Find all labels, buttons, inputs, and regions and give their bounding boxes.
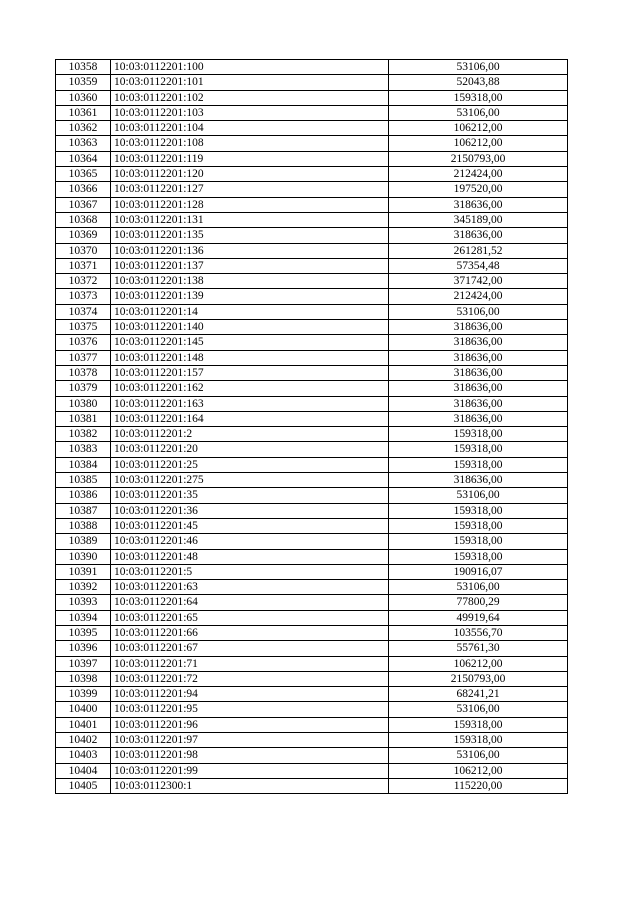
- cadastral-number-cell: 10:03:0112201:99: [111, 763, 389, 778]
- amount-cell: 115220,00: [389, 778, 568, 793]
- table-row: [56, 778, 568, 793]
- row-number-cell: 10370: [56, 243, 111, 258]
- amount-cell: 57354,48: [389, 258, 568, 273]
- row-number-cell: 10388: [56, 518, 111, 533]
- amount-cell: 212424,00: [389, 289, 568, 304]
- row-number-cell: 10405: [56, 778, 111, 793]
- amount-cell: 159318,00: [389, 442, 568, 457]
- table-row: [56, 75, 568, 90]
- row-number-cell: 10375: [56, 320, 111, 335]
- row-number-cell: 10397: [56, 656, 111, 671]
- amount-cell: 53106,00: [389, 304, 568, 319]
- amount-cell: 318636,00: [389, 396, 568, 411]
- cadastral-number-cell: 10:03:0112201:138: [111, 274, 389, 289]
- cadastral-number-cell: 10:03:0112201:14: [111, 304, 389, 319]
- row-number-cell: 10377: [56, 350, 111, 365]
- amount-cell: 106212,00: [389, 763, 568, 778]
- row-number-cell: 10376: [56, 335, 111, 350]
- row-number-cell: 10371: [56, 258, 111, 273]
- table-row: [56, 105, 568, 120]
- cadastral-number-cell: 10:03:0112201:36: [111, 503, 389, 518]
- cadastral-number-cell: 10:03:0112201:137: [111, 258, 389, 273]
- row-number-cell: 10396: [56, 641, 111, 656]
- cadastral-number-cell: 10:03:0112201:63: [111, 580, 389, 595]
- amount-cell: 106212,00: [389, 656, 568, 671]
- table-row: [56, 90, 568, 105]
- amount-cell: 318636,00: [389, 350, 568, 365]
- cadastral-number-cell: 10:03:0112201:2: [111, 427, 389, 442]
- table-row: [56, 748, 568, 763]
- cadastral-number-cell: 10:03:0112201:72: [111, 671, 389, 686]
- row-number-cell: 10393: [56, 595, 111, 610]
- row-number-cell: 10374: [56, 304, 111, 319]
- amount-cell: 261281,52: [389, 243, 568, 258]
- row-number-cell: 10389: [56, 534, 111, 549]
- cadastral-number-cell: 10:03:0112201:140: [111, 320, 389, 335]
- table-row: [56, 136, 568, 151]
- row-number-cell: 10361: [56, 105, 111, 120]
- table-row: [56, 258, 568, 273]
- cadastral-number-cell: 10:03:0112201:25: [111, 457, 389, 472]
- cadastral-number-cell: 10:03:0112201:128: [111, 197, 389, 212]
- table-row: [56, 457, 568, 472]
- cadastral-number-cell: 10:03:0112201:102: [111, 90, 389, 105]
- cadastral-number-cell: 10:03:0112201:131: [111, 212, 389, 227]
- table-row: [56, 610, 568, 625]
- row-number-cell: 10359: [56, 75, 111, 90]
- amount-cell: 318636,00: [389, 197, 568, 212]
- amount-cell: 318636,00: [389, 335, 568, 350]
- cadastral-number-cell: 10:03:0112201:136: [111, 243, 389, 258]
- table-row: [56, 717, 568, 732]
- table-row: [56, 518, 568, 533]
- cadastral-number-cell: 10:03:0112201:162: [111, 381, 389, 396]
- row-number-cell: 10401: [56, 717, 111, 732]
- row-number-cell: 10404: [56, 763, 111, 778]
- cadastral-number-cell: 10:03:0112201:275: [111, 473, 389, 488]
- row-number-cell: 10385: [56, 473, 111, 488]
- row-number-cell: 10360: [56, 90, 111, 105]
- cadastral-number-cell: 10:03:0112201:139: [111, 289, 389, 304]
- amount-cell: 159318,00: [389, 427, 568, 442]
- table-row: [56, 595, 568, 610]
- table-row: [56, 396, 568, 411]
- table-row: [56, 564, 568, 579]
- cadastral-number-cell: 10:03:0112201:35: [111, 488, 389, 503]
- cadastral-number-cell: 10:03:0112201:48: [111, 549, 389, 564]
- table-row: [56, 687, 568, 702]
- cadastral-number-cell: 10:03:0112201:95: [111, 702, 389, 717]
- row-number-cell: 10381: [56, 411, 111, 426]
- cadastral-number-cell: 10:03:0112201:145: [111, 335, 389, 350]
- table-row: [56, 243, 568, 258]
- row-number-cell: 10365: [56, 167, 111, 182]
- row-number-cell: 10369: [56, 228, 111, 243]
- table-row: [56, 427, 568, 442]
- cadastral-number-cell: 10:03:0112201:64: [111, 595, 389, 610]
- cadastral-number-cell: 10:03:0112201:97: [111, 733, 389, 748]
- row-number-cell: 10398: [56, 671, 111, 686]
- cadastral-number-cell: 10:03:0112201:108: [111, 136, 389, 151]
- amount-cell: 197520,00: [389, 182, 568, 197]
- table-row: [56, 488, 568, 503]
- table-row: [56, 702, 568, 717]
- cadastral-number-cell: 10:03:0112201:148: [111, 350, 389, 365]
- row-number-cell: 10364: [56, 151, 111, 166]
- amount-cell: 53106,00: [389, 748, 568, 763]
- cadastral-number-cell: 10:03:0112201:94: [111, 687, 389, 702]
- amount-cell: 371742,00: [389, 274, 568, 289]
- amount-cell: 2150793,00: [389, 151, 568, 166]
- table-row: [56, 197, 568, 212]
- table-row: [56, 320, 568, 335]
- amount-cell: 55761,30: [389, 641, 568, 656]
- row-number-cell: 10403: [56, 748, 111, 763]
- table-row: [56, 335, 568, 350]
- amount-cell: 159318,00: [389, 457, 568, 472]
- amount-cell: 345189,00: [389, 212, 568, 227]
- amount-cell: 190916,07: [389, 564, 568, 579]
- parcel-table-body: [56, 60, 568, 794]
- table-row: [56, 671, 568, 686]
- cadastral-number-cell: 10:03:0112201:135: [111, 228, 389, 243]
- row-number-cell: 10392: [56, 580, 111, 595]
- amount-cell: 318636,00: [389, 228, 568, 243]
- amount-cell: 159318,00: [389, 534, 568, 549]
- cadastral-number-cell: 10:03:0112201:120: [111, 167, 389, 182]
- amount-cell: 53106,00: [389, 580, 568, 595]
- cadastral-number-cell: 10:03:0112201:103: [111, 105, 389, 120]
- row-number-cell: 10380: [56, 396, 111, 411]
- table-row: [56, 289, 568, 304]
- table-row: [56, 503, 568, 518]
- table-row: [56, 580, 568, 595]
- table-row: [56, 167, 568, 182]
- amount-cell: 106212,00: [389, 136, 568, 151]
- cadastral-number-cell: 10:03:0112201:100: [111, 60, 389, 75]
- amount-cell: 106212,00: [389, 121, 568, 136]
- amount-cell: 159318,00: [389, 549, 568, 564]
- amount-cell: 318636,00: [389, 473, 568, 488]
- cadastral-number-cell: 10:03:0112201:71: [111, 656, 389, 671]
- table-row: [56, 350, 568, 365]
- cadastral-number-cell: 10:03:0112300:1: [111, 778, 389, 793]
- row-number-cell: 10402: [56, 733, 111, 748]
- amount-cell: 318636,00: [389, 365, 568, 380]
- row-number-cell: 10395: [56, 625, 111, 640]
- table-row: [56, 442, 568, 457]
- table-row: [56, 182, 568, 197]
- table-row: [56, 733, 568, 748]
- cadastral-number-cell: 10:03:0112201:96: [111, 717, 389, 732]
- cadastral-number-cell: 10:03:0112201:119: [111, 151, 389, 166]
- cadastral-number-cell: 10:03:0112201:127: [111, 182, 389, 197]
- table-row: [56, 121, 568, 136]
- cadastral-number-cell: 10:03:0112201:157: [111, 365, 389, 380]
- row-number-cell: 10382: [56, 427, 111, 442]
- row-number-cell: 10386: [56, 488, 111, 503]
- table-row: [56, 151, 568, 166]
- amount-cell: 212424,00: [389, 167, 568, 182]
- row-number-cell: 10372: [56, 274, 111, 289]
- cadastral-number-cell: 10:03:0112201:5: [111, 564, 389, 579]
- cadastral-number-cell: 10:03:0112201:163: [111, 396, 389, 411]
- row-number-cell: 10363: [56, 136, 111, 151]
- row-number-cell: 10384: [56, 457, 111, 472]
- amount-cell: 52043,88: [389, 75, 568, 90]
- amount-cell: 318636,00: [389, 411, 568, 426]
- amount-cell: 53106,00: [389, 105, 568, 120]
- row-number-cell: 10358: [56, 60, 111, 75]
- amount-cell: 53106,00: [389, 702, 568, 717]
- amount-cell: 159318,00: [389, 90, 568, 105]
- amount-cell: 53106,00: [389, 488, 568, 503]
- table-row: [56, 411, 568, 426]
- table-row: [56, 473, 568, 488]
- amount-cell: 159318,00: [389, 503, 568, 518]
- row-number-cell: 10394: [56, 610, 111, 625]
- amount-cell: 318636,00: [389, 320, 568, 335]
- amount-cell: 2150793,00: [389, 671, 568, 686]
- amount-cell: 159318,00: [389, 717, 568, 732]
- cadastral-number-cell: 10:03:0112201:104: [111, 121, 389, 136]
- amount-cell: 49919,64: [389, 610, 568, 625]
- amount-cell: 159318,00: [389, 518, 568, 533]
- row-number-cell: 10367: [56, 197, 111, 212]
- row-number-cell: 10390: [56, 549, 111, 564]
- row-number-cell: 10362: [56, 121, 111, 136]
- row-number-cell: 10368: [56, 212, 111, 227]
- table-row: [56, 274, 568, 289]
- cadastral-number-cell: 10:03:0112201:46: [111, 534, 389, 549]
- cadastral-number-cell: 10:03:0112201:101: [111, 75, 389, 90]
- amount-cell: 77800,29: [389, 595, 568, 610]
- table-row: [56, 228, 568, 243]
- row-number-cell: 10391: [56, 564, 111, 579]
- cadastral-number-cell: 10:03:0112201:65: [111, 610, 389, 625]
- table-row: [56, 304, 568, 319]
- cadastral-number-cell: 10:03:0112201:164: [111, 411, 389, 426]
- amount-cell: 318636,00: [389, 381, 568, 396]
- row-number-cell: 10400: [56, 702, 111, 717]
- amount-cell: 53106,00: [389, 60, 568, 75]
- parcel-table: [55, 59, 568, 794]
- table-row: [56, 381, 568, 396]
- cadastral-number-cell: 10:03:0112201:66: [111, 625, 389, 640]
- row-number-cell: 10366: [56, 182, 111, 197]
- table-row: [56, 641, 568, 656]
- table-row: [56, 763, 568, 778]
- row-number-cell: 10373: [56, 289, 111, 304]
- cadastral-number-cell: 10:03:0112201:45: [111, 518, 389, 533]
- row-number-cell: 10379: [56, 381, 111, 396]
- cadastral-number-cell: 10:03:0112201:98: [111, 748, 389, 763]
- table-row: [56, 212, 568, 227]
- row-number-cell: 10378: [56, 365, 111, 380]
- amount-cell: 68241,21: [389, 687, 568, 702]
- row-number-cell: 10399: [56, 687, 111, 702]
- table-row: [56, 625, 568, 640]
- table-row: [56, 549, 568, 564]
- row-number-cell: 10383: [56, 442, 111, 457]
- table-row: [56, 365, 568, 380]
- amount-cell: 103556,70: [389, 625, 568, 640]
- table-row: [56, 534, 568, 549]
- cadastral-number-cell: 10:03:0112201:20: [111, 442, 389, 457]
- amount-cell: 159318,00: [389, 733, 568, 748]
- table-row: [56, 60, 568, 75]
- row-number-cell: 10387: [56, 503, 111, 518]
- cadastral-number-cell: 10:03:0112201:67: [111, 641, 389, 656]
- table-row: [56, 656, 568, 671]
